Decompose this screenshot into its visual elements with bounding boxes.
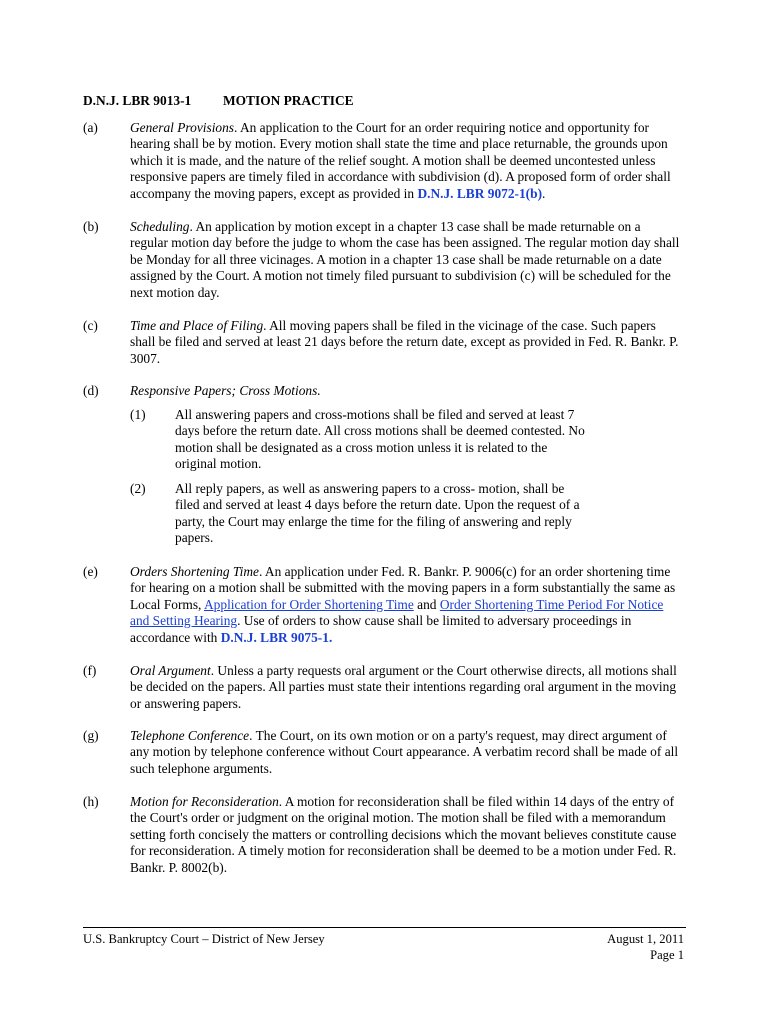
footer-court-name: U.S. Bankruptcy Court – District of New Jersey bbox=[83, 932, 325, 946]
section-title: Oral Argument bbox=[130, 663, 211, 678]
section-title: General Provisions bbox=[130, 120, 235, 135]
section-letter: (b) bbox=[83, 219, 99, 234]
section-text: . A motion for reconsideration shall be filed within 14 days of the entry of the Court's order or judgment on the original motion. The motion shall be filed with a memorandum setting forth concisely the matters or controlling decisions which the movant believes constitute cause for reconsideration. A timely motion for reconsideration shall be deemed to be a motion under Fed. R. Bankr. P. 8002(b). bbox=[130, 794, 677, 875]
section-body bbox=[130, 120, 680, 202]
section-body bbox=[130, 219, 680, 301]
section-text: . An application by motion except in a chapter 13 case shall be made returnable on a regular motion day before the judge to whom the case has been assigned. The regular motion day shall be Monday for all three vicinages. A motion in a chapter 13 case shall be made returnable on a date assigned by the Court. A motion not timely filed pursuant to subdivision (c) will be scheduled for the next motion day. bbox=[130, 219, 680, 300]
footer-meta bbox=[607, 931, 684, 963]
subsection-number: (1) bbox=[130, 407, 146, 422]
footer-date: August 1, 2011 bbox=[607, 932, 684, 946]
section-text-tail: . bbox=[542, 185, 546, 201]
rule-title: MOTION PRACTICE bbox=[223, 93, 354, 108]
rule-number: D.N.J. LBR 9013-1 bbox=[83, 93, 192, 108]
section-text: . All moving papers shall be filed in the vicinage of the case. Such papers shall be filed and served at least 21 days before the return date, except as provided in Fed. R. Bankr. P. 3007. bbox=[130, 318, 679, 366]
local-form-link-application[interactable]: Application for Order Shortening Time bbox=[204, 596, 414, 612]
section-letter: (e) bbox=[83, 564, 98, 579]
section-body bbox=[130, 794, 680, 876]
subsection-text: All answering papers and cross-motions shall be filed and served at least 7 days before the return date. All cross motions shall be deemed contested. No motion shall be designated as a cross motion unless it is related to the original motion. bbox=[175, 407, 585, 472]
section-title: Responsive Papers; Cross Motions. bbox=[130, 383, 321, 398]
local-form-link-order[interactable]: Order Shortening Time Period For Notice and Setting Hearing bbox=[130, 596, 664, 629]
section-body bbox=[130, 318, 680, 367]
section-letter: (g) bbox=[83, 728, 99, 743]
rule-heading bbox=[83, 93, 354, 109]
section-body bbox=[130, 663, 680, 712]
section-body bbox=[130, 728, 680, 777]
section-body bbox=[130, 383, 680, 399]
section-letter: (d) bbox=[83, 383, 99, 398]
section-title: Motion for Reconsideration bbox=[130, 794, 279, 809]
section-text: . The Court, on its own motion or on a party's request, may direct argument of any motion by telephone conference without Court appearance. A verbatim record shall be made of all such telephone arguments. bbox=[130, 728, 679, 776]
section-title: Orders Shortening Time bbox=[130, 564, 259, 579]
footer-divider bbox=[83, 927, 686, 928]
subsection-number: (2) bbox=[130, 481, 146, 496]
section-text-and: and bbox=[413, 596, 440, 612]
section-letter: (h) bbox=[83, 794, 99, 809]
section-letter: (a) bbox=[83, 120, 98, 135]
subsection-text: All reply papers, as well as answering papers to a cross- motion, shall be filed and served at least 4 days before the return date. Upon the request of a party, the Court may enlarge the time for the filing of answering and reply papers. bbox=[175, 481, 580, 546]
page-number: Page 1 bbox=[650, 948, 684, 962]
section-text: . Unless a party requests oral argument or the Court otherwise directs, all motions shall be decided on the papers. All parties must state their intentions regarding oral argument in the moving or answering papers. bbox=[130, 663, 677, 711]
section-text: . An application to the Court for an order requiring notice and opportunity for hearing shall be by motion. Every motion shall state the time and place returnable, the grounds upon which it is made, and the nature of the relief sought. A motion shall be deemed uncontested unless responsive papers are timely filed in accordance with subdivision (d). A proposed form of order shall accompany the moving papers, except as provided in bbox=[130, 120, 671, 201]
section-letter: (f) bbox=[83, 663, 97, 678]
section-body bbox=[130, 564, 680, 646]
section-text: . An application under Fed. R. Bankr. P. 9006(c) for an order shortening time for hearing on a motion shall be submitted with the moving papers in a form substantially the same as Local Forms, bbox=[130, 564, 676, 612]
section-title: Telephone Conference bbox=[130, 728, 250, 743]
section-title: Time and Place of Filing bbox=[130, 318, 264, 333]
section-title: Scheduling bbox=[130, 219, 190, 234]
rule-reference-link[interactable]: D.N.J. LBR 9072-1(b) bbox=[417, 185, 543, 201]
section-letter: (c) bbox=[83, 318, 98, 333]
section-text-continued: . Use of orders to show cause shall be limited to adversary proceedings in accordance with bbox=[130, 613, 632, 645]
rule-reference-link[interactable]: D.N.J. LBR 9075-1. bbox=[220, 629, 333, 645]
